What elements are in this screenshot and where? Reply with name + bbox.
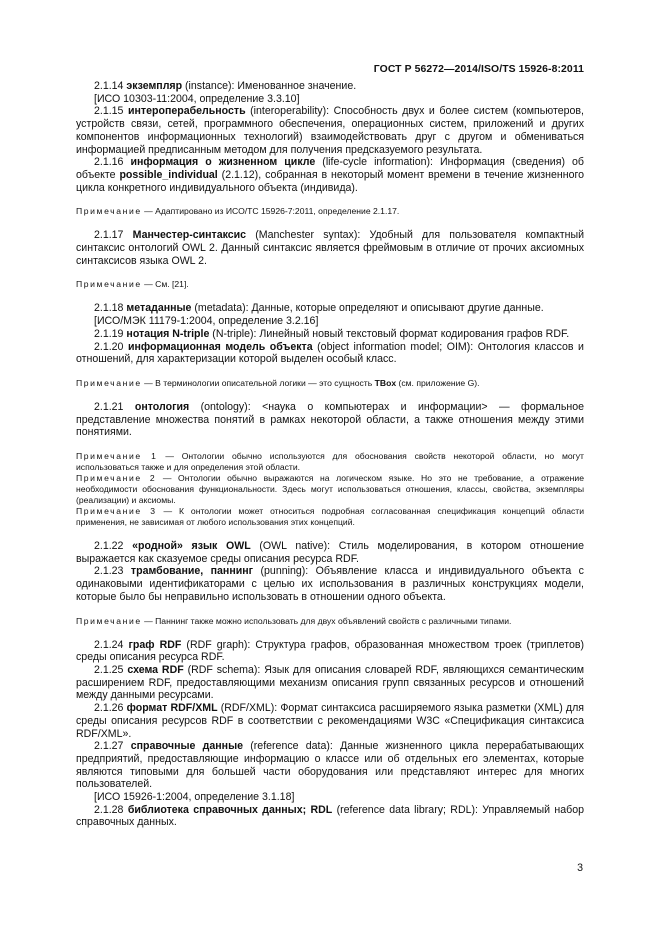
entry-text: (Manchester syntax): Удобный для пользователя компактный синтаксис онтологий OWL 2. Данный синтаксис является фреймовым в отличие от прочих аксиомных синтаксисов языка OWL 2.	[76, 229, 584, 267]
entry-text: (interoperability): Способность двух и более систем (компьютеров, устройств связи, сетей, программного обеспечения, операционных систем, приложений и других компонентов информационных технологий) взаимодействовать друг с другом и обмениваться информацией предписанным методом для получения предсказуемого результата.	[76, 105, 584, 156]
note	[76, 378, 584, 389]
note-label: Примечание 1	[76, 451, 158, 462]
note-bold-term: TBox	[374, 377, 397, 388]
entry-2-1-24	[76, 639, 584, 664]
entry-2-1-20	[76, 341, 584, 366]
entry-term: библиотека справочных данных; RDL	[127, 803, 333, 816]
entry-number: 2.1.26	[94, 702, 124, 715]
note-label: Примечание 2	[76, 473, 157, 484]
entry-term: «родной» язык OWL	[132, 540, 251, 553]
entry-term: граф RDF	[128, 638, 182, 651]
entry-number: 2.1.25	[94, 663, 124, 676]
entry-number: 2.1.17	[94, 229, 124, 242]
note-label: Примечание	[76, 615, 142, 626]
page-number: 3	[577, 862, 583, 874]
entry-text: (RDF graph): Структура графов, образованная множеством троек (триплетов) среды описания ресурса RDF.	[76, 638, 584, 664]
entry-2-1-28	[76, 804, 584, 829]
note-text: — См. [21].	[141, 279, 189, 290]
entry-2-1-25	[76, 664, 584, 702]
entry-text: (object information model; OIM): Онтология классов и отношений, для характеризации которой выделен особый класс.	[76, 340, 584, 366]
entry-number: 2.1.19	[94, 327, 124, 340]
note-label: Примечание	[76, 206, 142, 217]
note-text: — Онтологии обычно используются для обоснования свойств некоторой области, но могут использоваться также и для определения этой области.	[76, 451, 584, 473]
entry-number: 2.1.16	[94, 156, 124, 169]
entry-reference: [ИСО 10303-11:2004, определение 3.3.10]	[94, 92, 300, 105]
note	[76, 506, 584, 528]
entry-number: 2.1.23	[94, 565, 124, 578]
note-text: — К онтологии может относиться подробная согласованная спецификация концепций области применения, не зависимая от любого использования этих концепций.	[76, 506, 585, 528]
note	[76, 473, 584, 506]
note	[76, 616, 584, 627]
note-text: — Онтологии обычно выражаются на логическом языке. Но это не требование, а отражение необходимости обоснования функциональности. Здесь могут использоваться отношения, классы, свойства, экземпляры (реализации) и аксиомы.	[76, 473, 585, 506]
entry-2-1-17	[76, 229, 584, 267]
entry-number: 2.1.21	[94, 400, 124, 413]
note	[76, 279, 584, 290]
entry-reference: [ИСО/МЭК 11179-1:2004, определение 3.2.16]	[94, 315, 319, 328]
entry-2-1-23	[76, 565, 584, 603]
entry-term: онтология	[134, 400, 190, 413]
entry-text: (punning): Объявление класса и индивидуального объекта с одинаковыми идентификаторами с целью их использования в различных конструкциях модели, которые было бы неправильно использовать в отношении одного объекта.	[76, 565, 584, 603]
note-label: Примечание	[76, 377, 142, 388]
entry-2-1-19	[76, 328, 584, 341]
entry-text: (reference data library; RDL): Управляемый набор справочных данных.	[76, 803, 585, 829]
note	[76, 206, 584, 217]
entry-code-term: possible_individual	[119, 168, 218, 181]
entry-term: Манчестер-синтаксис	[132, 229, 247, 242]
entry-number: 2.1.14	[94, 80, 124, 92]
entry-2-1-18	[76, 302, 584, 315]
entry-reference: [ИСО 15926-1:2004, определение 3.1.18]	[94, 791, 295, 804]
entry-2-1-27	[76, 740, 584, 791]
entry-text: (metadata): Данные, которые определяют и описывают другие данные.	[191, 302, 544, 315]
entry-text: (instance): Именованное значение.	[182, 80, 357, 92]
document-header: ГОСТ Р 56272—2014/ISO/TS 15926-8:2011	[373, 64, 584, 75]
entry-text: (2.1.12), собранная в некоторый момент времени в течение жизненного цикла конкретного индивидуального объекта (индивида).	[76, 168, 584, 194]
entry-term: интероперабельность	[128, 105, 246, 118]
note-label: Примечание 3	[76, 506, 157, 517]
note-text: — Адаптировано из ИСО/TC 15926-7:2011, определение 2.1.17.	[141, 206, 400, 217]
note	[76, 451, 584, 473]
note-text: — В терминологии описательной логики — это сущность	[141, 377, 375, 388]
entry-number: 2.1.28	[94, 803, 124, 816]
entry-text: (RDF schema): Язык для описания словарей RDF, являющихся семантическим расширением RDF, предоставляющими механизм описания групп связанных ресурсов и отношений между данными ресурсами.	[76, 663, 585, 702]
document-body	[76, 80, 584, 829]
entry-number: 2.1.20	[94, 340, 124, 353]
entry-term: информация о жизненном цикле	[130, 156, 316, 169]
entry-term: экземпляр	[126, 80, 183, 92]
entry-term: справочные данные	[130, 740, 244, 753]
entry-2-1-22	[76, 540, 584, 565]
entry-2-1-26	[76, 702, 584, 740]
entry-term: нотация N-triple	[126, 327, 210, 340]
entry-2-1-15	[76, 105, 584, 156]
entry-term: формат RDF/XML	[126, 702, 218, 715]
entry-term: схема RDF	[127, 663, 184, 676]
entry-text: (ontology): <наука о компьютерах и информации> — формальное представление множества понятий в рамках некоторой области, а также отношения между этими понятиями.	[76, 400, 584, 439]
note-text: (см. приложение G).	[396, 377, 480, 388]
entry-text: (reference data): Данные жизненного цикла перерабатывающих предприятий, предоставляющие информацию о классе или об отдельных его элементах, которые являются типовыми для большей части оборудования или представляют интерес для многих пользователей.	[76, 740, 584, 791]
entry-term: информационная модель объекта	[128, 340, 313, 353]
entry-2-1-16	[76, 156, 584, 194]
note-label: Примечание	[76, 279, 142, 290]
entry-number: 2.1.24	[94, 638, 124, 651]
entry-text: (RDF/XML): Формат синтаксиса расширяемого языка разметки (XML) для среды описания ресурсов RDF в соответствии с рекомендациями W3C «Спецификация синтаксиса RDF/XML».	[76, 702, 584, 740]
entry-number: 2.1.22	[94, 540, 124, 553]
note-text: — Паннинг также можно использовать для двух объявлений свойств с различными типами.	[141, 615, 512, 626]
entry-number: 2.1.18	[94, 302, 124, 315]
entry-number: 2.1.27	[94, 740, 124, 753]
entry-text: (OWL native): Стиль моделирования, в котором отношение выражается как сказуемое среды описания ресурса RDF.	[76, 540, 584, 565]
entry-text: (life-cycle information): Информация (сведения) об объекте	[76, 156, 584, 181]
entry-2-1-21	[76, 401, 584, 439]
entry-term: трамбование, паннинг	[130, 565, 254, 578]
entry-term: метаданные	[126, 302, 192, 315]
entry-number: 2.1.15	[94, 105, 124, 118]
entry-2-1-14	[76, 80, 584, 93]
entry-text: (N-triple): Линейный новый текстовый формат кодирования графов RDF.	[209, 327, 570, 340]
